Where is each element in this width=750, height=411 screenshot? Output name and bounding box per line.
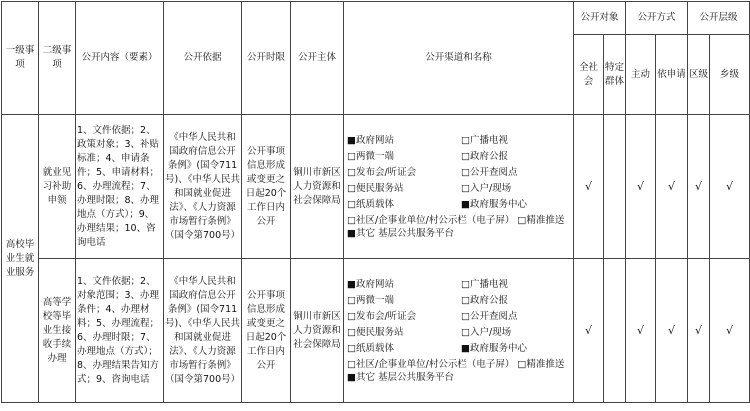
channel-option-extra: □社区/企事业单位/村公示栏（电子屏） □精准推送 ■其它 基层公共服务平台 — [347, 358, 565, 383]
channel-option: □公开查阅点 — [461, 166, 518, 178]
item-time: 公开事项信息形成或变更之日起20个工作日内公开 — [242, 115, 291, 259]
header-cat1: 一级事项 — [2, 2, 39, 115]
category-l1: 高校毕业生就业服务 — [2, 115, 39, 403]
header-subject: 公开主体 — [291, 2, 344, 115]
channel-option: □便民服务站 — [347, 326, 404, 338]
header-method: 公开方式 — [626, 2, 688, 35]
channel-option: □两微一端 — [347, 294, 394, 306]
channel-option: ■政府服务中心 — [461, 342, 527, 354]
header-object-specific: 特定群体 — [604, 35, 626, 115]
item-name: 就业见习补助申领 — [39, 115, 76, 259]
method-request-mark: √ — [656, 259, 688, 403]
item-subject: 铜川市新区人力资源和社会保障局 — [291, 259, 344, 403]
header-level: 公开层级 — [688, 2, 750, 35]
level-town-mark: √ — [710, 115, 750, 259]
method-active-mark: √ — [626, 115, 656, 259]
table-row — [2, 115, 750, 259]
channel-option: □广播电视 — [461, 278, 508, 290]
item-time: 公开事项信息形成或变更之日起20个工作日内公开 — [242, 259, 291, 403]
level-district-mark: √ — [688, 115, 710, 259]
channel-option: □纸质载体 — [347, 342, 394, 354]
channel-option: ■政府服务中心 — [461, 198, 527, 210]
object-specific-mark — [604, 259, 626, 403]
object-specific-mark — [604, 115, 626, 259]
channel-option: □广播电视 — [461, 134, 508, 146]
channel-option: □发布会/听证会 — [347, 166, 417, 178]
header-method-request: 依申请 — [656, 35, 688, 115]
disclosure-table — [1, 1, 750, 403]
item-content: 1、文件依据；2、对象范围；3、办理条件；4、办理材料；5、办理流程；6、办理时限；7、办理地点（方式）；8、办理结果告知方式；9、咨询电话 — [76, 259, 164, 403]
item-name: 高等学校等毕业生接收手续办理 — [39, 259, 76, 403]
item-subject: 铜川市新区人力资源和社会保障局 — [291, 115, 344, 259]
item-channels — [344, 259, 574, 403]
channel-option-extra: □社区/企事业单位/村公示栏（电子屏） □精准推送 ■其它 基层公共服务平台 — [347, 214, 565, 239]
channel-option: □发布会/听证会 — [347, 310, 417, 322]
channel-option: □公开查阅点 — [461, 310, 518, 322]
item-basis: 《中华人民共和国政府信息公开条例》(国令711号)、《中华人民共和国就业促进法》、《人力资源市场暂行条例》（国令第700号） — [164, 259, 242, 403]
channel-option: □入户/现场 — [461, 326, 512, 338]
header-time: 公开时限 — [242, 2, 291, 115]
table-row — [2, 259, 750, 403]
object-all-mark: √ — [574, 115, 604, 259]
method-request-mark: √ — [656, 115, 688, 259]
item-basis: 《中华人民共和国政府信息公开条例》(国令711号)、《中华人民共和国就业促进法》、《人力资源市场暂行条例》（国令第700号） — [164, 115, 242, 259]
item-channels — [344, 115, 574, 259]
channel-option: ■政府网站 — [347, 134, 394, 146]
level-district-mark: √ — [688, 259, 710, 403]
item-content: 1、文件依据；2、政策对象；3、补贴标准；4、申请条件；5、申请材料；6、办理流程；7、办理时限；8、办理地点（方式）；9、办理结果；10、咨询电话 — [76, 115, 164, 259]
channel-option: □两微一端 — [347, 150, 394, 162]
header-object-all: 全社会 — [574, 35, 604, 115]
object-all-mark: √ — [574, 259, 604, 403]
header-level-town: 乡级 — [710, 35, 750, 115]
header-method-active: 主动 — [626, 35, 656, 115]
header-level-district: 区级 — [688, 35, 710, 115]
channel-option: □便民服务站 — [347, 182, 404, 194]
channel-option: □入户/现场 — [461, 182, 512, 194]
header-channels: 公开渠道和名称 — [344, 2, 574, 115]
channel-option: □政府公报 — [461, 294, 508, 306]
channel-option: □纸质载体 — [347, 198, 394, 210]
header-cat2: 二级事项 — [39, 2, 76, 115]
header-object: 公开对象 — [574, 2, 626, 35]
header-basis: 公开依据 — [164, 2, 242, 115]
channel-option: □政府公报 — [461, 150, 508, 162]
level-town-mark: √ — [710, 259, 750, 403]
method-active-mark: √ — [626, 259, 656, 403]
header-content: 公开内容（要素） — [76, 2, 164, 115]
channel-option: ■政府网站 — [347, 278, 394, 290]
